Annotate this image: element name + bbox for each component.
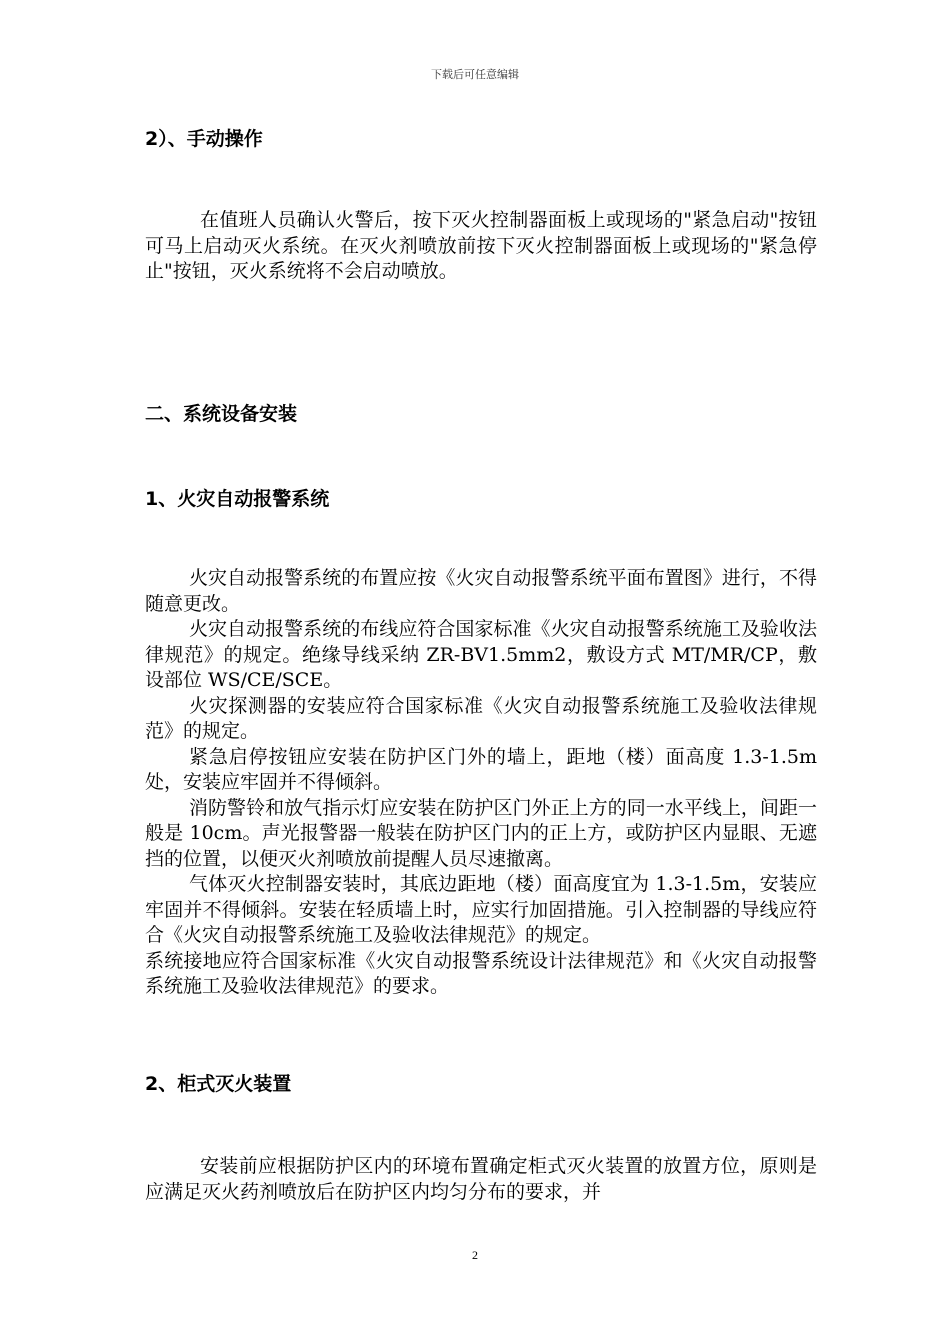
fire-alarm-paragraph: 紧急启停按钮应安装在防护区门外的墙上，距地（楼）面高度 1.3-1.5m 处，安装应牢固并不得倾斜。 — [145, 745, 817, 793]
fire-alarm-paragraph: 火灾自动报警系统的布线应符合国家标准《火灾自动报警系统施工及验收法律规范》的规定。绝缘导线采纳 ZR-BV1.5mm2，敷设方式 MT/MR/CP，敷设部位 WS/CE/SCE。 — [145, 618, 817, 691]
fire-alarm-paragraph: 消防警铃和放气指示灯应安装在防护区门外正上方的同一水平线上，间距一般是 10cm。声光报警器一般装在防护区门内的正上方，或防护区内显眼、无遮挡的位置，以便灭火剂喷放前提醒人员尽速撤离。 — [145, 796, 817, 870]
heading-fire-alarm-system: 1、火灾自动报警系统 — [145, 488, 330, 510]
paragraph-manual-operation: 在值班人员确认火警后，按下灭火控制器面板上或现场的"紧急启动"按钮可马上启动灭火系统。在灭火剂喷放前按下灭火控制器面板上或现场的"紧急停止"按钮，灭火系统将不会启动喷放。 — [145, 209, 817, 282]
heading-manual-operation: 2）、手动操作 — [145, 128, 263, 150]
fire-alarm-paragraph: 火灾探测器的安装应符合国家标准《火灾自动报警系统施工及验收法律规范》的规定。 — [145, 694, 817, 742]
fire-alarm-paragraph: 气体灭火控制器安装时，其底边距地（楼）面高度宜为 1.3-1.5m，安装应牢固并不得倾斜。安装在轻质墙上时，应实行加固措施。引入控制器的导线应符合《火灾自动报警系统施工及验收法律规范》的规定。 — [145, 873, 817, 946]
fire-alarm-paragraph: 火灾自动报警系统的布置应按《火灾自动报警系统平面布置图》进行，不得随意更改。 — [145, 567, 817, 615]
fire-alarm-paragraph-grounding: 系统接地应符合国家标准《火灾自动报警系统设计法律规范》和《火灾自动报警系统施工及验收法律规范》的要求。 — [145, 949, 817, 997]
heading-cabinet-extinguisher: 2、柜式灭火装置 — [145, 1073, 292, 1095]
page-header: 下载后可任意编辑 — [431, 68, 519, 81]
fire-alarm-body — [145, 566, 817, 1000]
page-number: 2 — [472, 1248, 478, 1262]
paragraph-cabinet-extinguisher: 安装前应根据防护区内的环境布置确定柜式灭火装置的放置方位，原则是应满足灭火药剂喷放后在防护区内均匀分布的要求，并 — [145, 1155, 817, 1203]
heading-system-install: 二、系统设备安装 — [145, 403, 298, 425]
